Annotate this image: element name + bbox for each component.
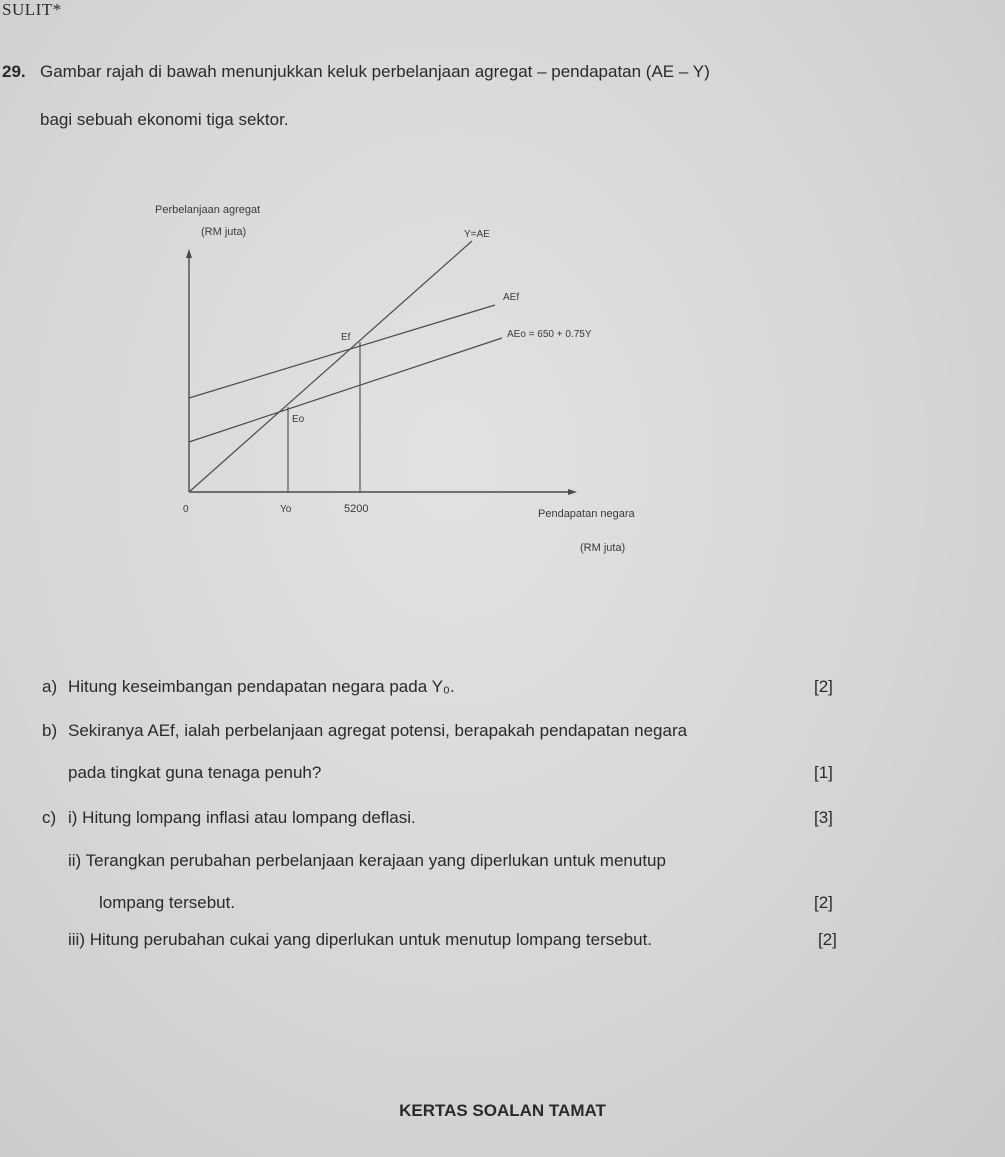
income-tick-label: 5200 <box>344 503 369 515</box>
origin-label: 0 <box>183 504 189 515</box>
question-text-line2: bagi sebuah ekonomi tiga sektor. <box>40 110 289 129</box>
part-b-text-line2: pada tingkat guna tenaga penuh? <box>68 763 322 782</box>
line-aeo-label: AEo = 650 + 0.75Y <box>507 329 592 340</box>
question-number: 29. <box>2 62 26 81</box>
part-b-text-line1: Sekiranya AEf, ialah perbelanjaan agregat potensi, berapakah pendapatan negara <box>68 721 688 740</box>
part-b-marks: [1] <box>814 763 833 782</box>
y-axis-arrow <box>186 249 192 258</box>
line-y-equals-ae <box>189 241 472 492</box>
line-aef <box>189 305 495 398</box>
y0-tick-label: Yo <box>280 504 292 515</box>
point-eo-label: Eo <box>292 414 305 425</box>
part-c-iii-text: iii) Hitung perubahan cukai yang diperlukan untuk menutup lompang tersebut. <box>68 930 653 949</box>
x-axis-label-1: Pendapatan negara <box>538 508 635 520</box>
line-y-ae-label: Y=AE <box>464 229 490 240</box>
part-c-ii-marks: [2] <box>814 893 833 912</box>
part-c-i-marks: [3] <box>814 808 833 827</box>
part-c-label: c) <box>42 808 57 827</box>
part-c-i-text: i) Hitung lompang inflasi atau lompang deflasi. <box>68 808 416 827</box>
part-c-iii-marks: [2] <box>818 930 837 949</box>
x-axis-label-2: (RM juta) <box>580 542 626 554</box>
part-c-ii-text-line1: ii) Terangkan perubahan perbelanjaan kerajaan yang diperlukan untuk menutup <box>68 851 666 870</box>
part-a-text: Hitung keseimbangan pendapatan negara pada Y₀. <box>68 677 455 696</box>
line-aef-label: AEf <box>503 292 520 303</box>
part-a-label: a) <box>42 677 58 696</box>
part-a-marks: [2] <box>814 677 833 696</box>
part-c-ii-text-line2: lompang tersebut. <box>99 893 236 912</box>
x-axis-arrow <box>568 489 577 495</box>
part-b-label: b) <box>42 721 58 740</box>
question-text-line1: Gambar rajah di bawah menunjukkan keluk perbelanjaan agregat – pendapatan (AE – Y) <box>40 62 710 81</box>
point-ef-label: Ef <box>341 332 351 343</box>
y-axis-label-1: Perbelanjaan agregat <box>155 204 261 216</box>
footer-end-of-paper: KERTAS SOALAN TAMAT <box>399 1101 606 1120</box>
y-axis-label-2: (RM juta) <box>201 226 247 238</box>
header-sulit: SULIT* <box>2 0 62 19</box>
